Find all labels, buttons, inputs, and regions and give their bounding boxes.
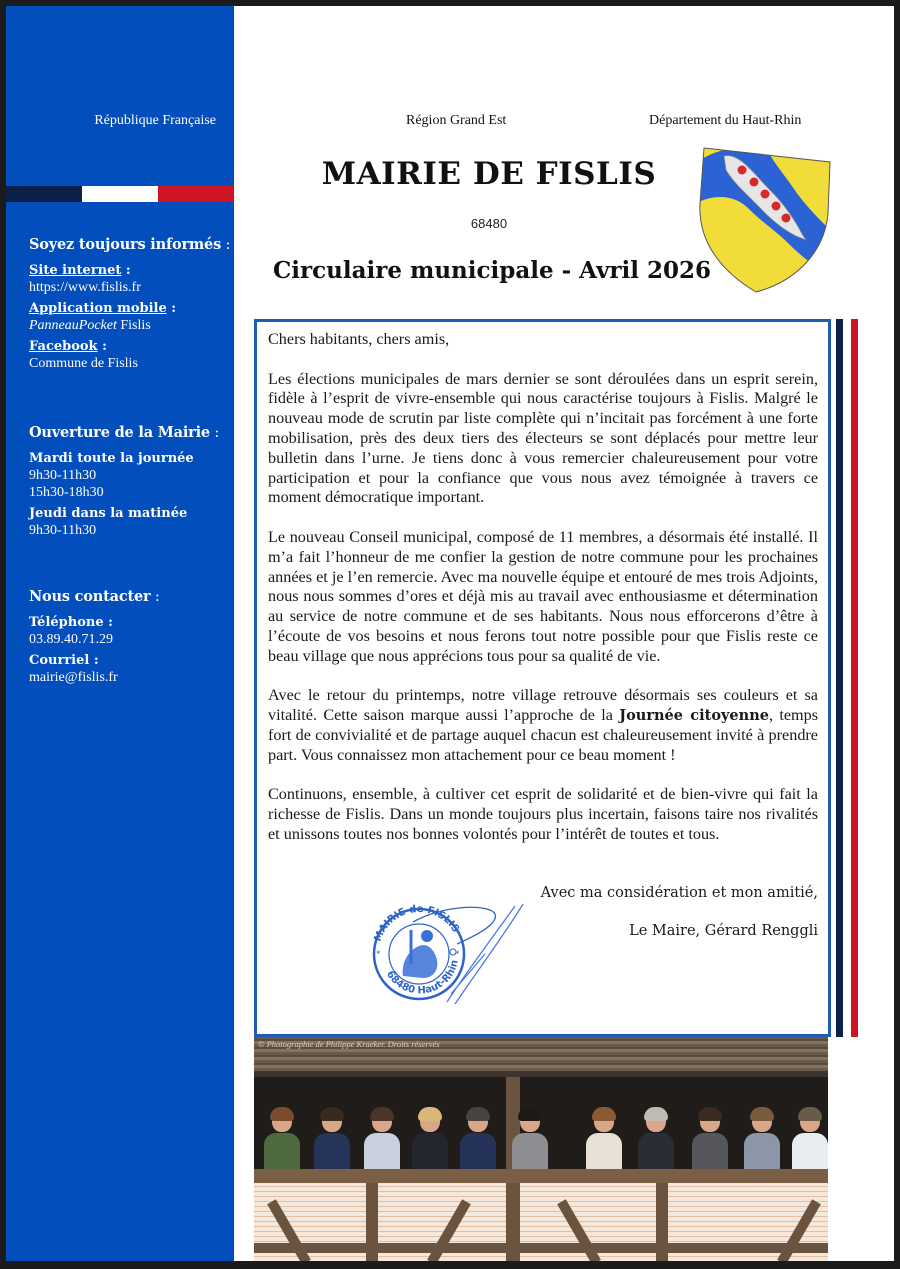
member-body <box>412 1133 448 1171</box>
member-hair <box>418 1107 442 1121</box>
photo-credit: © Photographie de Philippe Kraeker. Droits réservés <box>258 1039 440 1049</box>
member-hair <box>750 1107 774 1121</box>
council-member <box>264 1110 300 1171</box>
council-member <box>692 1110 728 1171</box>
member-body <box>792 1133 828 1171</box>
svg-text:*: * <box>376 949 381 959</box>
member-hair <box>370 1107 394 1121</box>
svg-text:68480 Haut-Rhin: 68480 Haut-Rhin <box>383 958 461 997</box>
member-body <box>638 1133 674 1171</box>
email-label: Courriel : <box>29 653 99 668</box>
website-label: Site internet : <box>29 263 131 278</box>
photo-sill <box>254 1243 828 1253</box>
mairie-stamp-icon <box>365 894 535 1006</box>
council-member <box>412 1110 448 1171</box>
member-hair <box>798 1107 822 1121</box>
letter-paragraph-2: Le nouveau Conseil municipal, composé de 11 membres, a désormais été installé. Il m’a fait l’honneur de me confier la gestion de notre commune pour les prochaines années et je l’en remercie. Avec ma nouvelle équipe et entouré de mes trois Adjoints, nous nous sommes d’ores et déjà mis au travail avec enthousiasme et détermination au service de notre commune et de ses habitants. Nous nous efforcerons d’être à l’écoute de vos besoins et nous ferons tout notre possible pour que Fislis reste ce beau village que nous apprécions tous pour sa qualité de vie. <box>268 527 818 665</box>
closing-line: Avec ma considération et mon amitié, <box>540 885 818 901</box>
member-body <box>512 1133 548 1171</box>
info-heading: Soyez toujours informés : <box>29 236 231 253</box>
member-body <box>364 1133 400 1171</box>
postal-code: 68480 <box>470 216 508 231</box>
member-hair <box>466 1107 490 1121</box>
mobile-app-value: PanneauPocket Fislis <box>29 318 151 333</box>
circular-page <box>6 6 894 1261</box>
member-hair <box>270 1107 294 1121</box>
tricolor-band <box>6 186 234 202</box>
facebook-label: Facebook : <box>29 339 107 354</box>
member-body <box>314 1133 350 1171</box>
contact-heading: Nous contacter : <box>29 588 160 605</box>
side-flag-white-stripe <box>843 319 851 1037</box>
council-group-photo <box>254 1037 828 1261</box>
departement-label: Département du Haut-Rhin <box>649 113 802 128</box>
letter-paragraph-1: Les élections municipales de mars dernier se sont déroulées dans un esprit serein, fidèle à l’esprit de vivre-ensemble qui nous caractérise toujours à Fislis. Malgré le nouveau mode de scrutin par liste complète qui n’incitait pas forcément à une forte mobilisation, près des deux tiers des électeurs se sont déplacés pour mettre leur bulletin dans l’urne. Je tiens donc à vous remercier chaleureusement pour votre participation et pour la confiance que vous nous avez témoignée à travers ce moment démocratique important. <box>268 369 818 507</box>
tuesday-slot-2: 15h30-18h30 <box>29 485 104 500</box>
council-member <box>314 1110 350 1171</box>
council-member <box>512 1110 548 1171</box>
coat-of-arms-icon <box>694 144 834 294</box>
member-hair <box>518 1107 542 1121</box>
contact-section <box>29 588 228 690</box>
member-hair <box>644 1107 668 1121</box>
side-flag-red-stripe <box>851 319 858 1037</box>
website-link[interactable]: https://www.fislis.fr <box>29 280 141 295</box>
member-body <box>586 1133 622 1171</box>
journee-citoyenne-emphasis: Journée citoyenne <box>619 707 769 725</box>
mayor-signature-line: Le Maire, Gérard Renggli <box>629 923 818 939</box>
member-body <box>744 1133 780 1171</box>
council-member <box>638 1110 674 1171</box>
region-label: Région Grand Est <box>406 113 507 128</box>
photo-railing <box>254 1169 828 1183</box>
letter-paragraph-3: Avec le retour du printemps, notre village retrouve désormais ses couleurs et sa vitalité. Cette saison marque aussi l’approche de la Journée citoyenne, temps fort de convivialité et de partage auquel chacun est chaleureusement invité à prendre part. Vous connaissez mon attachement pour ce beau moment ! <box>268 686 819 764</box>
opening-hours-heading: Ouverture de la Mairie : <box>29 424 220 441</box>
circular-subtitle: Circulaire municipale - Avril 2026 <box>272 257 712 284</box>
phone-label: Téléphone : <box>29 615 113 630</box>
council-member <box>792 1110 828 1171</box>
info-section <box>29 236 231 376</box>
mobile-app-label: Application mobile : <box>29 301 177 316</box>
letter-greeting: Chers habitants, chers amis, <box>268 330 450 348</box>
flag-white-stripe <box>82 186 158 202</box>
member-body <box>692 1133 728 1171</box>
page-title: MAIRIE DE FISLIS <box>321 156 657 192</box>
side-flag-blue-stripe <box>836 319 843 1037</box>
sidebar <box>6 6 234 1261</box>
republique-francaise-label: République Française <box>94 113 216 128</box>
member-hair <box>698 1107 722 1121</box>
member-hair <box>592 1107 616 1121</box>
council-member <box>364 1110 400 1171</box>
member-hair <box>320 1107 344 1121</box>
member-body <box>264 1133 300 1171</box>
thursday-label: Jeudi dans la matinée <box>29 506 188 521</box>
mayor-letter <box>254 319 831 1037</box>
flag-blue-stripe <box>6 186 82 202</box>
letter-closing <box>541 882 818 958</box>
tuesday-slot-1: 9h30-11h30 <box>29 468 97 483</box>
facebook-value: Commune de Fislis <box>29 356 138 371</box>
phone-value[interactable]: 03.89.40.71.29 <box>29 632 113 647</box>
tuesday-label: Mardi toute la journée <box>29 451 194 466</box>
member-body <box>460 1133 496 1171</box>
council-member <box>744 1110 780 1171</box>
flag-red-stripe <box>158 186 234 202</box>
council-member <box>460 1110 496 1171</box>
svg-text:*: * <box>455 949 460 959</box>
svg-text:MAIRIE de FISLIS: MAIRIE de FISLIS <box>372 903 462 944</box>
council-member <box>586 1110 622 1171</box>
letter-paragraph-4: Continuons, ensemble, à cultiver cet esprit de solidarité et de bien-vivre qui fait la richesse de Fislis. Dans un monde toujours plus incertain, faisons taire nos rivalités et unissons toutes nos bonnes volontés pour l’intérêt de toutes et tous. <box>268 785 818 843</box>
thursday-slot-1: 9h30-11h30 <box>29 523 97 538</box>
email-link[interactable]: mairie@fislis.fr <box>29 670 118 685</box>
opening-hours-section <box>29 424 228 543</box>
